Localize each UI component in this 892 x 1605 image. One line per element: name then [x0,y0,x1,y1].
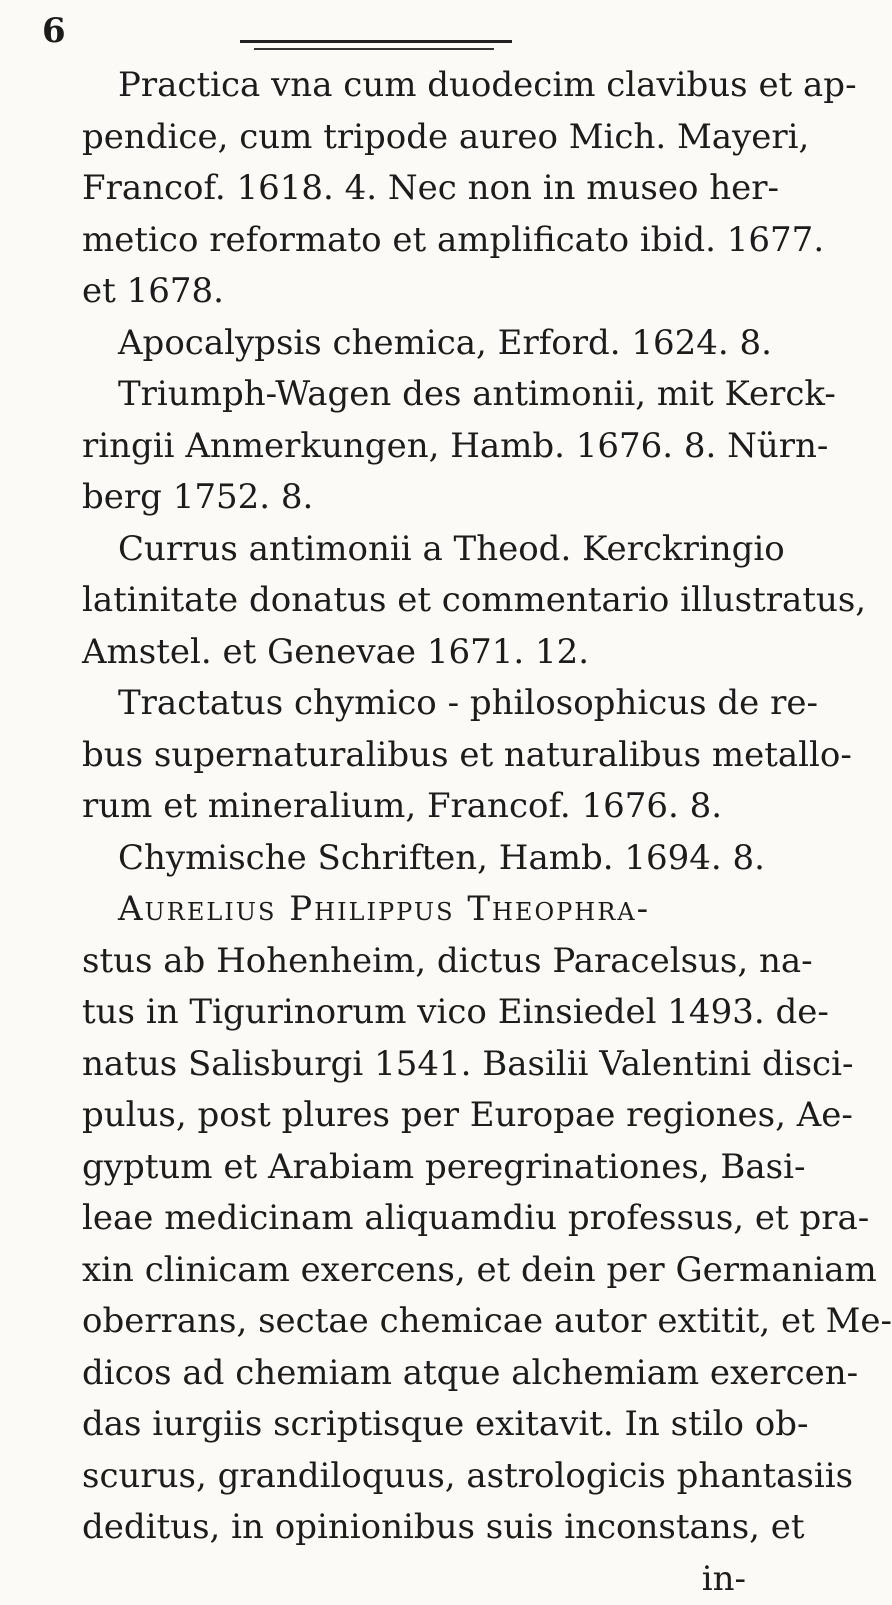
text-line: Amstel. et Genevae 1671. 12. [82,627,752,679]
text-line: pendice, cum tripode aureo Mich. Mayeri, [82,112,752,164]
text-line: stus ab Hohenheim, dictus Paracelsus, na- [82,936,752,988]
catchword: in- [82,1554,752,1605]
header-rule [240,40,512,43]
text-line: berg 1752. 8. [82,472,752,524]
text-line: ringii Anmerkungen, Hamb. 1676. 8. Nürn- [82,421,752,473]
text-line: Triumph-Wagen des antimonii, mit Kerck- [82,369,752,421]
text-line: tus in Tigurinorum vico Einsiedel 1493. de- [82,987,752,1039]
text-line: Practica vna cum duodecim clavibus et ap- [82,60,752,112]
text-line: gyptum et Arabiam peregrinationes, Basi- [82,1142,752,1194]
text-line: Aurelius Philippus Theophra- [82,884,752,936]
text-line: leae medicinam aliquamdiu professus, et pra- [82,1193,752,1245]
page-number: 6 [42,14,66,48]
text-line: Apocalypsis chemica, Erford. 1624. 8. [82,318,752,370]
text-line: oberrans, sectae chemicae autor extitit, et Me- [82,1296,752,1348]
text-line: deditus, in opinionibus suis inconstans, et [82,1502,752,1554]
text-line: dicos ad chemiam atque alchemiam exercen- [82,1348,752,1400]
text-line: natus Salisburgi 1541. Basilii Valentini disci- [82,1039,752,1091]
text-line: xin clinicam exercens, et dein per Germaniam [82,1245,752,1297]
text-line: et 1678. [82,266,752,318]
text-line: Currus antimonii a Theod. Kerckringio [82,524,752,576]
text-line: das iurgiis scriptisque exitavit. In stilo ob- [82,1399,752,1451]
header-rule-secondary [254,48,494,50]
text-line: rum et mineralium, Francof. 1676. 8. [82,781,752,833]
text-line: bus supernaturalibus et naturalibus metallo- [82,730,752,782]
text-line: metico reformato et amplificato ibid. 1677. [82,215,752,267]
text-line: scurus, grandiloquus, astrologicis phantasiis [82,1451,752,1503]
text-line: Chymische Schriften, Hamb. 1694. 8. [82,833,752,885]
text-line: latinitate donatus et commentario illustratus, [82,575,752,627]
text-line: Tractatus chymico - philosophicus de re- [82,678,752,730]
body-text [82,60,752,1605]
text-line: Francof. 1618. 4. Nec non in museo her- [82,163,752,215]
text-line: pulus, post plures per Europae regiones, Ae- [82,1090,752,1142]
